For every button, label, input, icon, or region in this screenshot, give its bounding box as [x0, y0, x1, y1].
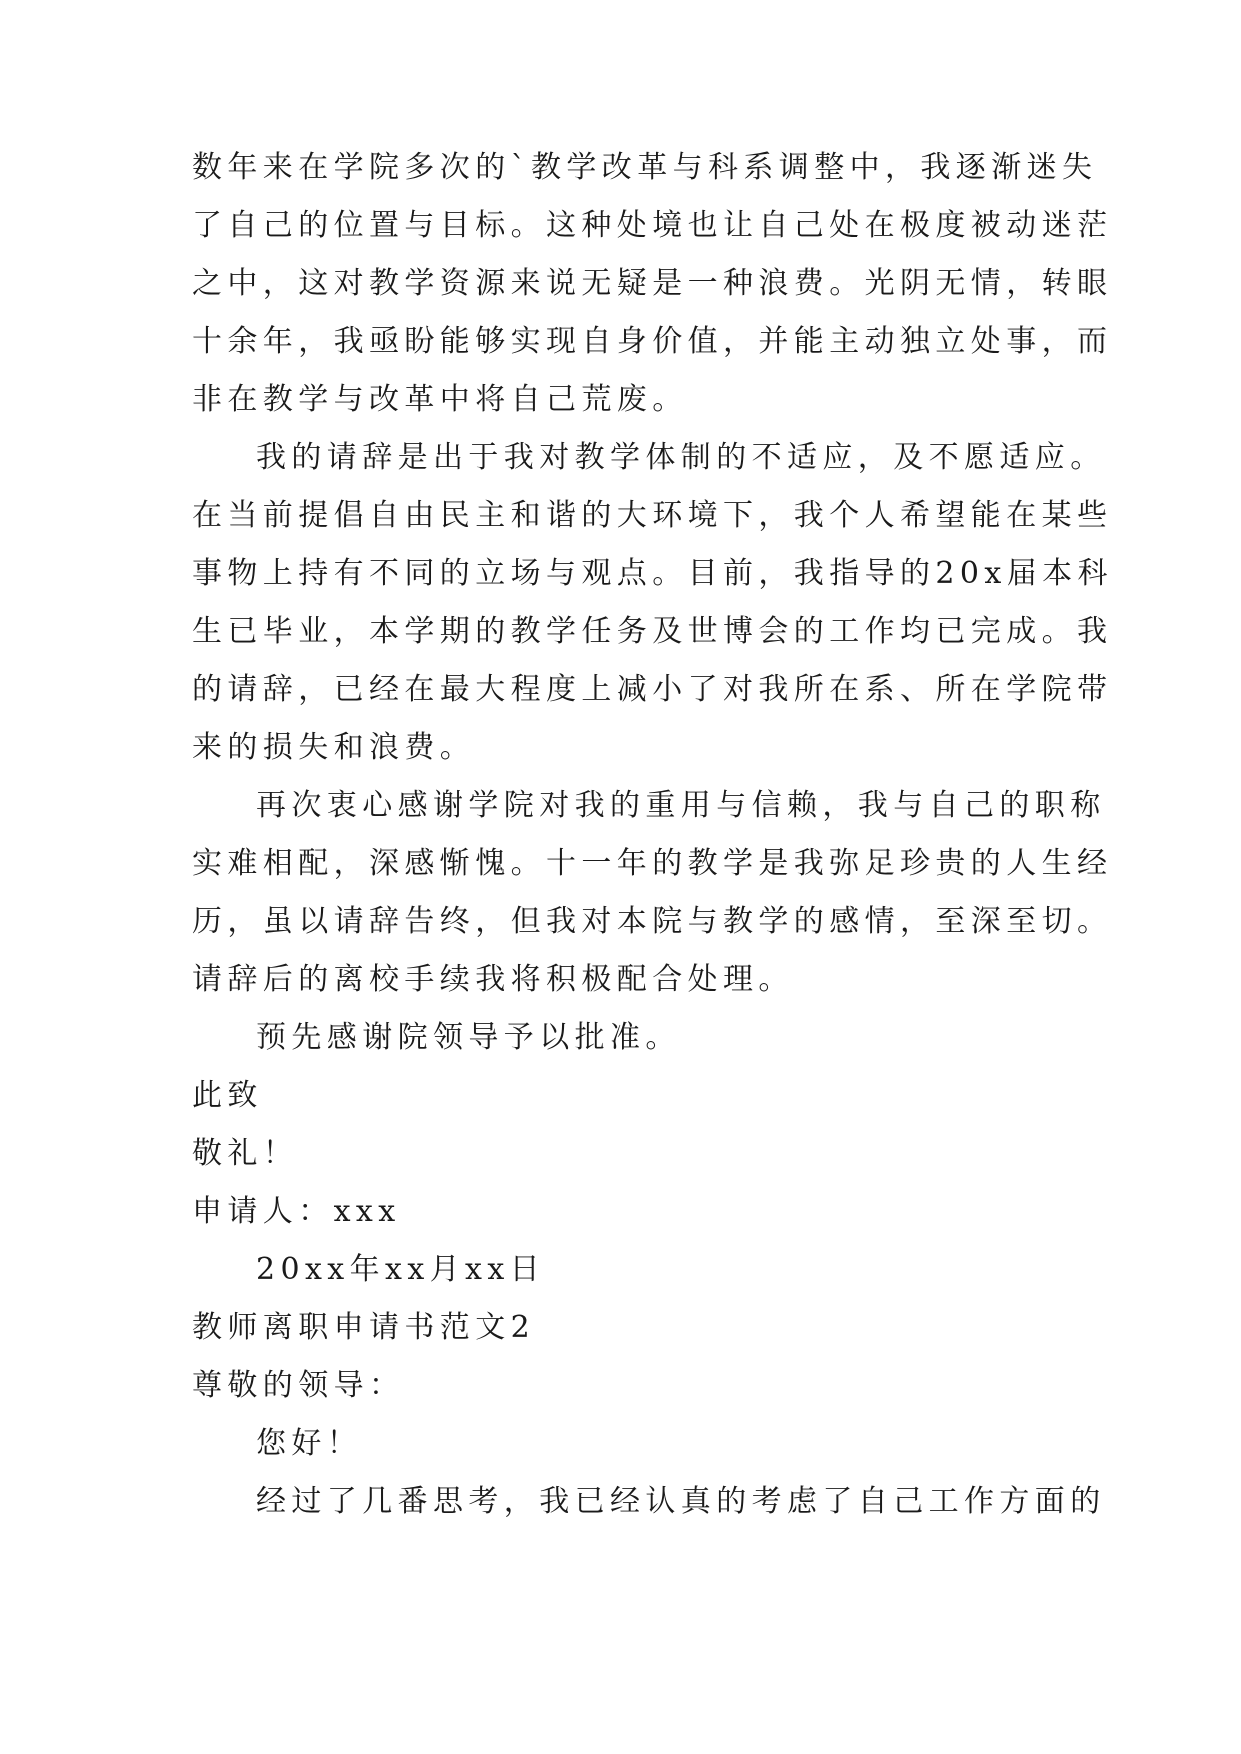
- hello-line: 您好！: [256, 1426, 363, 1461]
- paragraph-first-line: 经过了几番思考，我已经认真的考虑了自己工作方面的: [256, 1484, 1106, 1519]
- body-text-line: 事物上持有不同的立场与观点。目前，我指导的20x届本科: [192, 556, 1113, 591]
- paragraph-first-line: 预先感谢院领导予以批准。: [256, 1020, 681, 1055]
- body-text-line: 来的损失和浪费。: [192, 730, 476, 765]
- paragraph-first-line: 再次衷心感谢学院对我的重用与信赖，我与自己的职称: [256, 788, 1106, 823]
- closing-salutation: 此致: [192, 1078, 263, 1113]
- body-text-line: 实难相配，深感惭愧。十一年的教学是我弥足珍贵的人生经: [192, 846, 1113, 881]
- applicant-line: 申请人：xxx: [192, 1194, 401, 1229]
- closing-regards: 敬礼！: [192, 1136, 299, 1171]
- body-text-line: 历，虽以请辞告终，但我对本院与教学的感情，至深至切。: [192, 904, 1113, 939]
- body-text-line: 的请辞，已经在最大程度上减小了对我所在系、所在学院带: [192, 672, 1113, 707]
- body-text-line: 十余年，我亟盼能够实现自身价值，并能主动独立处事，而: [192, 324, 1113, 359]
- body-text-line: 在当前提倡自由民主和谐的大环境下，我个人希望能在某些: [192, 498, 1113, 533]
- date-line: 20xx年xx月xx日: [256, 1252, 546, 1287]
- section-heading: 教师离职申请书范文2: [192, 1310, 536, 1345]
- body-text-line: 了自己的位置与目标。这种处境也让自己处在极度被动迷茫: [192, 208, 1113, 243]
- body-text-line: 请辞后的离校手续我将积极配合处理。: [192, 962, 794, 997]
- body-text-line: 数年来在学院多次的`教学改革与科系调整中，我逐渐迷失: [192, 150, 1098, 185]
- body-text-line: 生已毕业，本学期的教学任务及世博会的工作均已完成。我: [192, 614, 1113, 649]
- body-text-line: 非在教学与改革中将自己荒废。: [192, 382, 688, 417]
- body-text-line: 之中，这对教学资源来说无疑是一种浪费。光阴无情，转眼: [192, 266, 1113, 301]
- paragraph-first-line: 我的请辞是出于我对教学体制的不适应，及不愿适应。: [256, 440, 1106, 475]
- greeting-line: 尊敬的领导：: [192, 1368, 405, 1403]
